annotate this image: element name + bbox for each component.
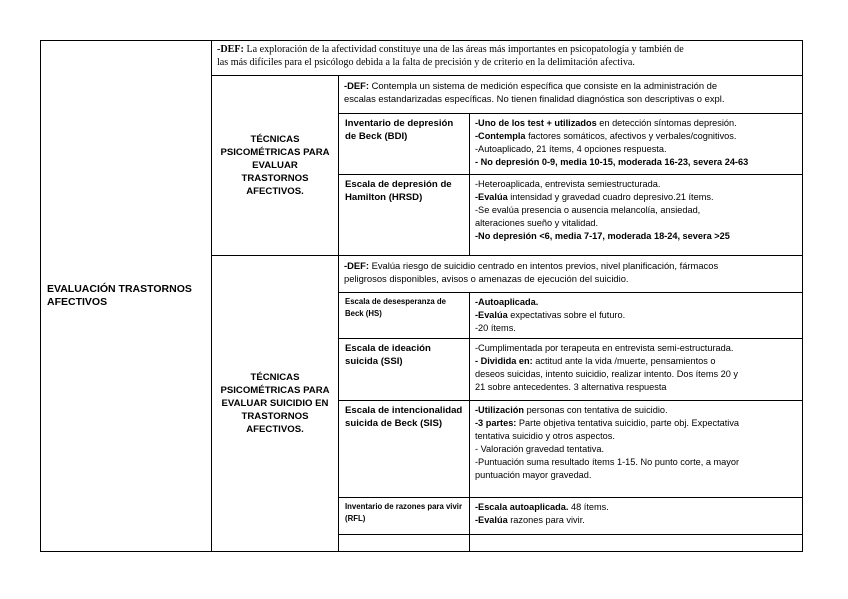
evaluation-table <box>40 40 803 552</box>
rfl-name: Inventario de razones para vivir (RFL) <box>339 498 470 535</box>
bdi-description <box>470 114 803 175</box>
section-2-title: TÉCNICAS PSICOMÉTRICAS PARA EVALUAR SUICIDIO EN TRASTORNOS AFECTIVOS. <box>212 256 339 552</box>
sis-l1b: -Utilización <box>475 405 525 415</box>
hs-l1b: -Autoaplicada. <box>475 297 539 307</box>
hrsd-name: Escala de depresión de Hamilton (HRSD) <box>339 175 470 256</box>
hs-name: Escala de desesperanza de Beck (HS) <box>339 293 470 339</box>
ssi-l1: -Cumplimentada por terapeuta en entrevista semi-estructurada. <box>475 343 734 353</box>
hrsd-description <box>470 175 803 256</box>
ssi-l4: 21 sobre antecedentes. 3 alternativa respuesta <box>475 382 667 392</box>
section-1-definition <box>339 76 803 114</box>
bdi-l3: -Autoaplicado, 21 ítems, 4 opciones respuesta. <box>475 144 667 154</box>
section-2-definition <box>339 256 803 293</box>
bdi-name: Inventario de depresión de Beck (BDI) <box>339 114 470 175</box>
section-2-def-2: peligrosos disponibles, avisos o amenazas de ejecución del suicidio. <box>344 273 629 284</box>
sis-l2b: -3 partes: <box>475 418 517 428</box>
hrsd-l5: -No depresión <6, media 7-17, moderada 18-24, severa >25 <box>475 231 730 241</box>
sis-l2: Parte objetiva tentativa suicidio, parte obj. Expectativa <box>516 418 740 428</box>
ssi-l3: deseos suicidas, intento suicidio, realizar intento. Dos ítems 20 y <box>475 369 738 379</box>
rfl-l2b: -Evalúa <box>475 515 508 525</box>
bdi-l2b: -Contempla <box>475 131 526 141</box>
rfl-description <box>470 498 803 535</box>
section-2-def-1: Evalúa riesgo de suicidio centrado en intentos previos, nivel planificación, fármacos <box>369 260 719 271</box>
ssi-l2b: - Dividida en: <box>475 356 533 366</box>
bdi-l1b: -Uno de los test + utilizados <box>475 118 597 128</box>
hrsd-l2: intensidad y gravedad cuadro depresivo.21 ítems. <box>507 192 714 202</box>
rfl-l1b: -Escala autoaplicada. <box>475 502 569 512</box>
hrsd-l3: -Se evalúa presencia o ausencia melancolía, ansiedad, <box>475 205 701 215</box>
hrsd-l4: alteraciones sueño y vitalidad. <box>475 218 599 228</box>
main-label: EVALUACIÓN TRASTORNOS AFECTIVOS <box>41 41 212 552</box>
rfl-l1: 48 ítems. <box>568 502 609 512</box>
sis-l6: puntuación mayor gravedad. <box>475 470 592 480</box>
hs-l2: expectativas sobre el futuro. <box>507 310 626 320</box>
hs-l2b: -Evalúa <box>475 310 508 320</box>
empty-description-cell <box>470 535 803 552</box>
section-2-def-prefix: -DEF: <box>344 260 369 271</box>
hrsd-l2b: -Evalúa <box>475 192 508 202</box>
hs-l3: -20 ítems. <box>475 323 516 333</box>
empty-test-cell <box>339 535 470 552</box>
bdi-l4: - No depresión 0-9, media 10-15, moderada 16-23, severa 24-63 <box>475 157 749 167</box>
top-def-prefix: -DEF: <box>217 44 244 55</box>
bdi-l2: factores somáticos, afectivos y verbales/cognitivos. <box>525 131 737 141</box>
rfl-l2: razones para vivir. <box>507 515 585 525</box>
sis-l1: personas con tentativa de suicidio. <box>524 405 668 415</box>
sis-name: Escala de intencionalidad suicida de Beck (SIS) <box>339 401 470 498</box>
ssi-l2: actitud ante la vida /muerte, pensamientos o <box>532 356 716 366</box>
sis-description <box>470 401 803 498</box>
section-1-title: TÉCNICAS PSICOMÉTRICAS PARA EVALUAR TRASTORNOS AFECTIVOS. <box>212 76 339 256</box>
sis-l3: tentativa suicidio y otros aspectos. <box>475 431 615 441</box>
ssi-description <box>470 339 803 401</box>
section-1-def-prefix: -DEF: <box>344 80 369 91</box>
section-1-def-1: Contempla un sistema de medición específica que consiste en la administración de <box>369 80 718 91</box>
sis-l4: - Valoración gravedad tentativa. <box>475 444 605 454</box>
ssi-name: Escala de ideación suicida (SSI) <box>339 339 470 401</box>
bdi-l1: en detección síntomas depresión. <box>596 118 737 128</box>
hs-description <box>470 293 803 339</box>
top-definition <box>212 41 803 76</box>
top-def-text-1: La exploración de la afectividad constituye una de las áreas más importantes en psicopatología y también de <box>243 44 684 55</box>
hrsd-l1: -Heteroaplicada, entrevista semiestructurada. <box>475 179 661 189</box>
top-def-text-2: las más difíciles para el psicólogo debida a la falta de precisión y de criterio en la delimitación afectiva. <box>217 57 635 68</box>
section-1-def-2: escalas estandarizadas específicas. No tienen finalidad diagnóstica son descriptivas o expl. <box>344 93 725 104</box>
sis-l5: -Puntuación suma resultado ítems 1-15. No punto corte, a mayor <box>475 457 740 467</box>
